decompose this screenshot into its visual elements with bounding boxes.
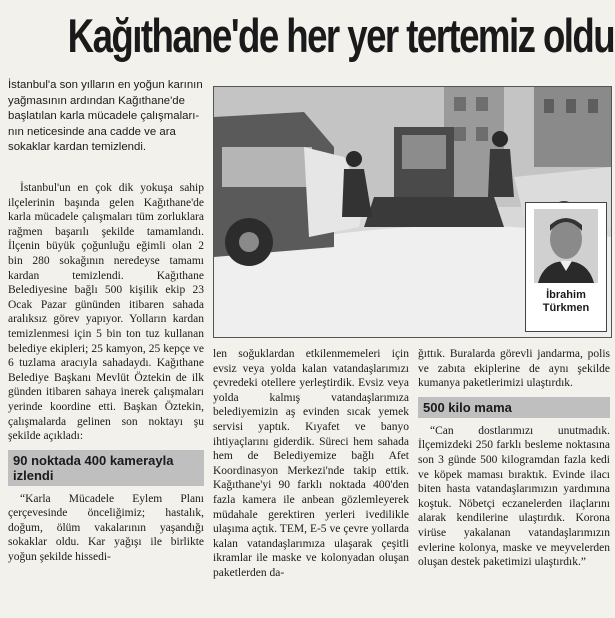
- lede-text: [8, 78, 204, 156]
- portrait-photo: [534, 209, 598, 283]
- column-2: [213, 347, 409, 581]
- column-1: [8, 181, 204, 565]
- column-2-paragraph-1: len soğuklardan etkilenmemeleri için evsiz veya yolda kalan vatandaşlarımızı çevredeki otellere yerleştirdik. Evsiz veya yolda kalmış vatandaşlarımıza belediyemizin aş evinden sıcak yemek servisi yaptık. Kıyafet ve banyo ihtiyaçlarını giderdik. Süreci hem sahada hem de Belediyemize bağlı Afet Koordinasyon Merkezi'nde takip ettik. Kağıthane'yi 90 farklı noktada 400'den fazla kamera ile anbean gözlemleyerek müdahale gerektiren yerleri ivedilikle ulaşıma açtık. TEM, E-5 ve çevre yollarda kalan vatandaşlarımıza ulaşarak çeşitli ikramlar ile maske ve kolonyadan oluşan paketlerden da-: [213, 348, 409, 579]
- column-1-paragraph-1: İstanbul'un en çok dik yokuşa sahip ilçelerinin başında gelen Kağıthane'de karla mücadele çalışmaları tüm zorluklara rağmen başarılı şekilde tamamlandı. İlçenin büyük çoğunluğu eğimli olan 2 bin 280 sokağının neredeyse tamamı kardan temizlendi. Kağıthane Belediyesine bağlı 500 kişilik ekip 23 Ocak Pazar gününden itibaren sahada aralıksız görev yapıyor. Yolların kardan temizlenmesi için 5 bin ton tuz kullanan belediye ekipleri; 25 kamyon, 25 kepçe ve 6 tuzlama aracıyla sahadaydı. Kağıthane Belediye Başkanı Mevlüt Öztekin de ilk günden itibaren sahaya inerek çalışmaları yerinde koordine etti. Başkan Öztekin, çalışmalarda gelinen son noktayı şu şekilde açıkladı:: [8, 182, 204, 443]
- portrait-last-name: Türkmen: [542, 302, 590, 314]
- portrait-inset: [525, 202, 607, 332]
- column-3-paragraph-2: “Can dostlarımızı unutmadık. İlçemizdeki 250 farklı besleme noktasına son 3 günde 500 kilogramdan fazla kedi ve köpek maması bıraktık. Evinde ilacı biten hasta vatandaşlarımızın yardımına koştuk. Nöbetçi eczanelerden ilaçlarını alarak kendilerine ulaştırdık. Korona virüse yakalanan vatandaşlarımızın evlerine kolonya, maske ve meyvelerden oluşan destek paketimizi ulaştırdık.”: [418, 424, 610, 569]
- portrait-first-name: İbrahim: [546, 289, 586, 301]
- column-1-paragraph-2: “Karla Mücadele Eylem Planı çerçevesinde önceliğimiz; hastalık, doğum, ölüm vakalarının yaşandığı sokaklar oldu. Kar yağışı ile birlikte yoğun şekilde hissedi-: [8, 492, 204, 564]
- subhead-cameras: 90 noktada 400 kamerayla izlendi: [8, 450, 204, 486]
- portrait-caption: [526, 289, 606, 315]
- column-3: [418, 347, 610, 570]
- column-3-paragraph-1: ğıttık. Buralarda görevli jandarma, polis ve zabıta ekiplerine de aynı şekilde kumanya paketlerimizi ulaştırdık.: [418, 348, 610, 390]
- lede-paragraph: İstanbul'a son yılların en yoğun karının yağmasının ardından Kağıthane'de başlatılan karla mücadele çalışmaları-nın neticesinde ana cadde ve ara sokaklar kardan temizlendi.: [8, 79, 203, 154]
- subhead-pet-food: 500 kilo mama: [418, 397, 610, 418]
- headline: Kağıthane'de her yer tertemiz oldu: [67, 9, 615, 62]
